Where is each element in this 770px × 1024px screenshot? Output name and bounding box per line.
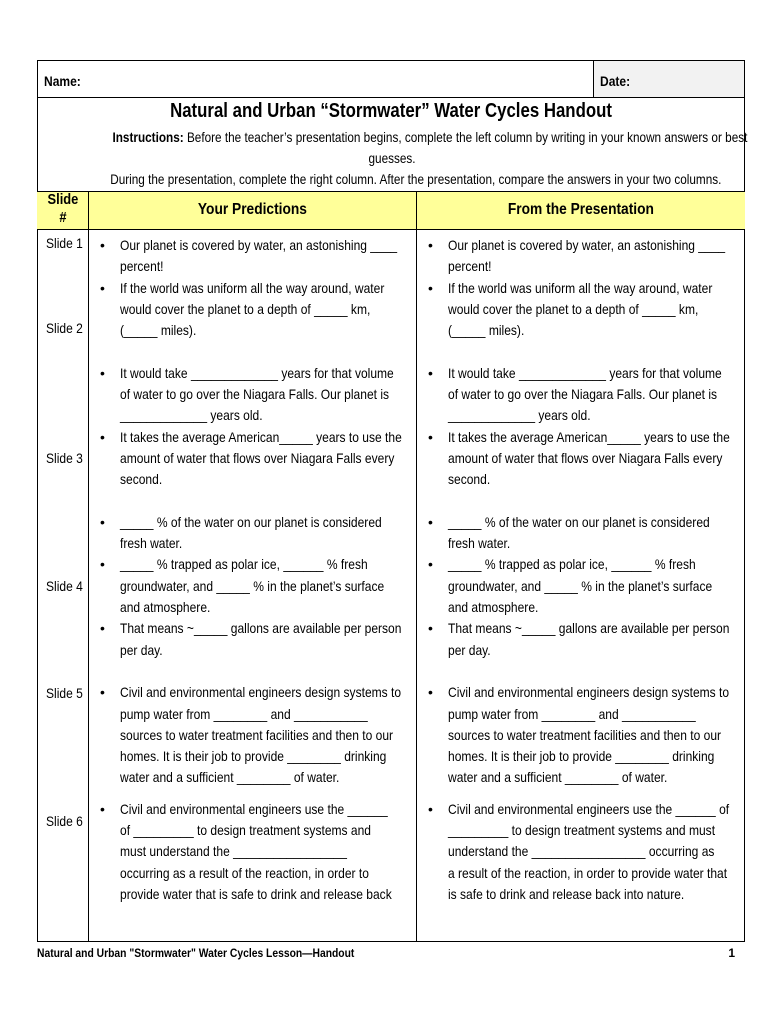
name-date-row xyxy=(37,60,745,98)
slide-label: Slide 5 xyxy=(45,685,83,701)
slide-label: Slide 6 xyxy=(45,813,83,829)
list-item: • It would take _____________ years for that volume of water to go over the Niagara Falls. Our planet is _____________ years old. xyxy=(418,363,745,427)
list-item: • That means ~_____ gallons are available per person per day. xyxy=(418,618,745,661)
list-item: • If the world was uniform all the way around, water would cover the planet to a depth of _____ km, (_____ miles). xyxy=(90,278,416,342)
footer-text: Natural and Urban "Stormwater" Water Cycles Lesson—Handout xyxy=(37,946,355,960)
instructions-line2: guesses. xyxy=(368,150,416,166)
list-item: • It would take _____________ years for that volume of water to go over the Niagara Falls. Our planet is _____________ years old. xyxy=(90,363,416,427)
date-label: Date: xyxy=(600,73,631,89)
list-item: • Civil and environmental engineers use the ______ of _________ to design treatment systems and must understand the _________________ occurring as a result of the reaction, in order to provide water that is safe to drink and release back xyxy=(90,799,416,905)
list-item: • _____ % trapped as polar ice, ______ % fresh groundwater, and _____ % in the planet’s surface and atmosphere. xyxy=(90,554,416,618)
col-predictions-header: Your Predictions xyxy=(197,201,308,218)
name-field[interactable] xyxy=(38,61,594,97)
instructions-bold: Instructions: xyxy=(112,129,184,145)
slide-label: Slide 4 xyxy=(45,578,83,594)
presentation-column xyxy=(418,235,745,905)
date-field[interactable] xyxy=(594,61,744,97)
list-item: • _____ % trapped as polar ice, ______ % fresh groundwater, and _____ % in the planet’s surface and atmosphere. xyxy=(418,554,745,618)
col-slide-header: Slide # xyxy=(47,191,79,226)
column-divider xyxy=(416,191,417,942)
predictions-column xyxy=(90,235,416,905)
page-title: Natural and Urban “Stormwater” Water Cycles Handout xyxy=(170,100,612,122)
page-number: 1 xyxy=(728,946,735,960)
slide-label: Slide 2 xyxy=(45,320,83,336)
list-item: • _____ % of the water on our planet is considered fresh water. xyxy=(90,512,416,555)
col-presentation-header: From the Presentation xyxy=(507,201,655,218)
list-item: • It takes the average American_____ years to use the amount of water that flows over Niagara Falls every second. xyxy=(90,427,416,491)
list-item: • Our planet is covered by water, an astonishing ____ percent! xyxy=(90,235,416,278)
slide-label: Slide 1 xyxy=(45,235,83,251)
list-item: • Our planet is covered by water, an astonishing ____ percent! xyxy=(418,235,745,278)
instructions-line1: Before the teacher’s presentation begins, complete the left column by writing in your known answers or best xyxy=(183,129,748,145)
list-item: • It takes the average American_____ years to use the amount of water that flows over Niagara Falls every second. xyxy=(418,427,745,491)
column-divider xyxy=(88,191,89,942)
list-item: • Civil and environmental engineers design systems to pump water from ________ and ___________ sources to water treatment facilities and then to our homes. It is their job to provide ________ drinking water and a sufficient ________ of water. xyxy=(418,682,745,788)
list-item: • If the world was uniform all the way around, water would cover the planet to a depth of _____ km, (_____ miles). xyxy=(418,278,745,342)
list-item: • _____ % of the water on our planet is considered fresh water. xyxy=(418,512,745,555)
list-item: • Civil and environmental engineers design systems to pump water from ________ and ___________ sources to water treatment facilities and then to our homes. It is their job to provide ________ drinking water and a sufficient ________ of water. xyxy=(90,682,416,788)
list-item: • That means ~_____ gallons are available per person per day. xyxy=(90,618,416,661)
name-label: Name: xyxy=(44,73,81,89)
slide-label: Slide 3 xyxy=(45,450,83,466)
instructions-line3: During the presentation, complete the right column. After the presentation, compare the answers in your two columns. xyxy=(110,171,722,187)
instructions xyxy=(52,127,748,190)
list-item: • Civil and environmental engineers use the ______ of _________ to design treatment systems and must understand the _________________ occurring as a result of the reaction, in order to provide water that is safe to drink and release back into nature. xyxy=(418,799,745,905)
